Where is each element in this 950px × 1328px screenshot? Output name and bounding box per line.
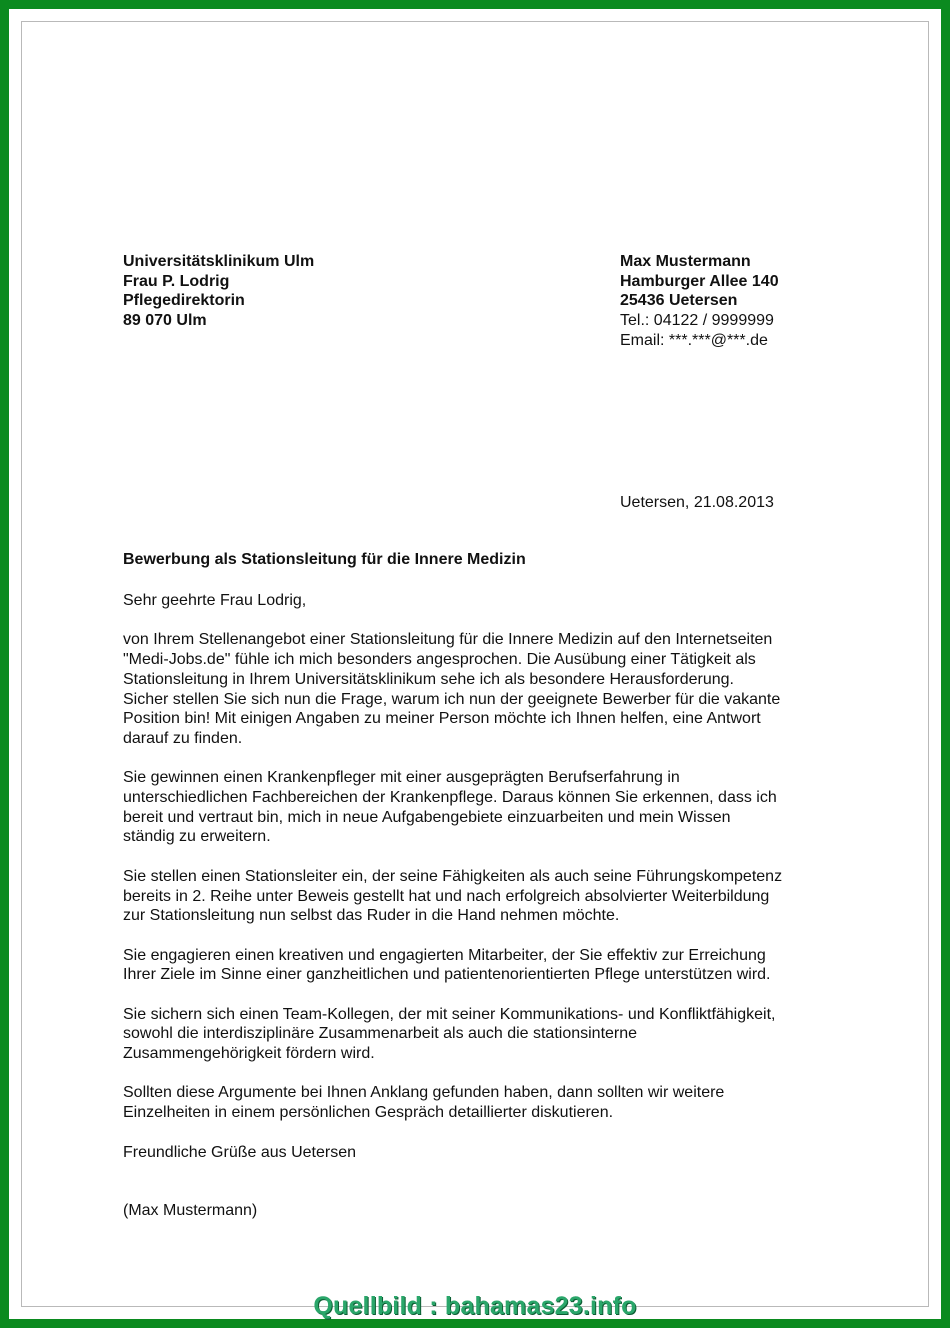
- letter-subject: Bewerbung als Stationsleitung für die Innere Medizin: [123, 551, 526, 568]
- recipient-line: 89 070 Ulm: [123, 312, 207, 330]
- sender-name: Max Mustermann: [620, 253, 751, 270]
- recipient-address: [123, 252, 314, 331]
- body-paragraph: Sie stellen einen Stationsleiter ein, der seine Fähigkeiten als auch seine Führungskompetenz bereits in 2. Reihe unter Beweis gestellt hat und nach erfolgreich absolvierter Weiterbildung zur Stationsleitung nun selbst das Ruder in die Hand nehmen möchte.: [123, 867, 783, 925]
- closing: Freundliche Grüße aus Uetersen: [123, 1143, 356, 1161]
- recipient-line: Universitätsklinikum Ulm: [123, 253, 315, 270]
- recipient-line: Frau P. Lodrig: [123, 272, 230, 290]
- source-watermark: Quellbild : bahamas23.info: [313, 1292, 637, 1320]
- body-paragraph: Sie gewinnen einen Krankenpfleger mit einer ausgeprägten Berufserfahrung in unterschiedlichen Fachbereichen der Krankenpflege. Daraus können Sie erkennen, dass ich bereit und vertraut bin, mich in neue Aufgabengebiete einzuarbeiten und mein Wissen ständig zu erweitern.: [123, 769, 777, 846]
- body-paragraph: Sollten diese Argumente bei Ihnen Anklang gefunden haben, dann sollten wir weitere Einzelheiten in einem persönlichen Gespräch detaillierter diskutieren.: [123, 1084, 725, 1122]
- letter-date: Uetersen, 21.08.2013: [620, 494, 774, 511]
- letter-body: [123, 591, 843, 1182]
- signature: (Max Mustermann): [123, 1202, 258, 1219]
- sender-city: 25436 Uetersen: [620, 292, 738, 310]
- body-paragraph: Sie engagieren einen kreativen und engagierten Mitarbeiter, der Sie effektiv zur Erreichung Ihrer Ziele im Sinne einer ganzheitlichen und patientenorientierten Pflege unterstützen wird.: [123, 946, 771, 984]
- sender-email: Email: ***.***@***.de: [620, 331, 768, 349]
- sender-address: [620, 252, 779, 351]
- sender-phone: Tel.: 04122 / 9999999: [620, 312, 774, 330]
- sender-street: Hamburger Allee 140: [620, 272, 779, 290]
- body-paragraph: von Ihrem Stellenangebot einer Stationsleitung für die Innere Medizin auf den Internetseiten "Medi-Jobs.de" fühle ich mich besonders angesprochen. Die Ausübung einer Tätigkeit als Stationsleitung in Ihrem Universitätsklinikum sehe ich als besondere Herausforderung. Sicher stellen Sie sich nun die Frage, warum ich nun der geeignete Bewerber für die vakante Position bin! Mit einigen Angaben zu meiner Person möchte ich Ihnen helfen, eine Antwort darauf zu finden.: [123, 631, 781, 747]
- recipient-line: Pflegedirektorin: [123, 292, 245, 310]
- body-paragraph: Sie sichern sich einen Team-Kollegen, der mit seiner Kommunikations- und Konfliktfähigkeit, sowohl die interdisziplinäre Zusammenarbeit als auch die stationsinterne Zusammengehörigkeit fördern wird.: [123, 1005, 776, 1063]
- salutation: Sehr geehrte Frau Lodrig,: [123, 592, 307, 609]
